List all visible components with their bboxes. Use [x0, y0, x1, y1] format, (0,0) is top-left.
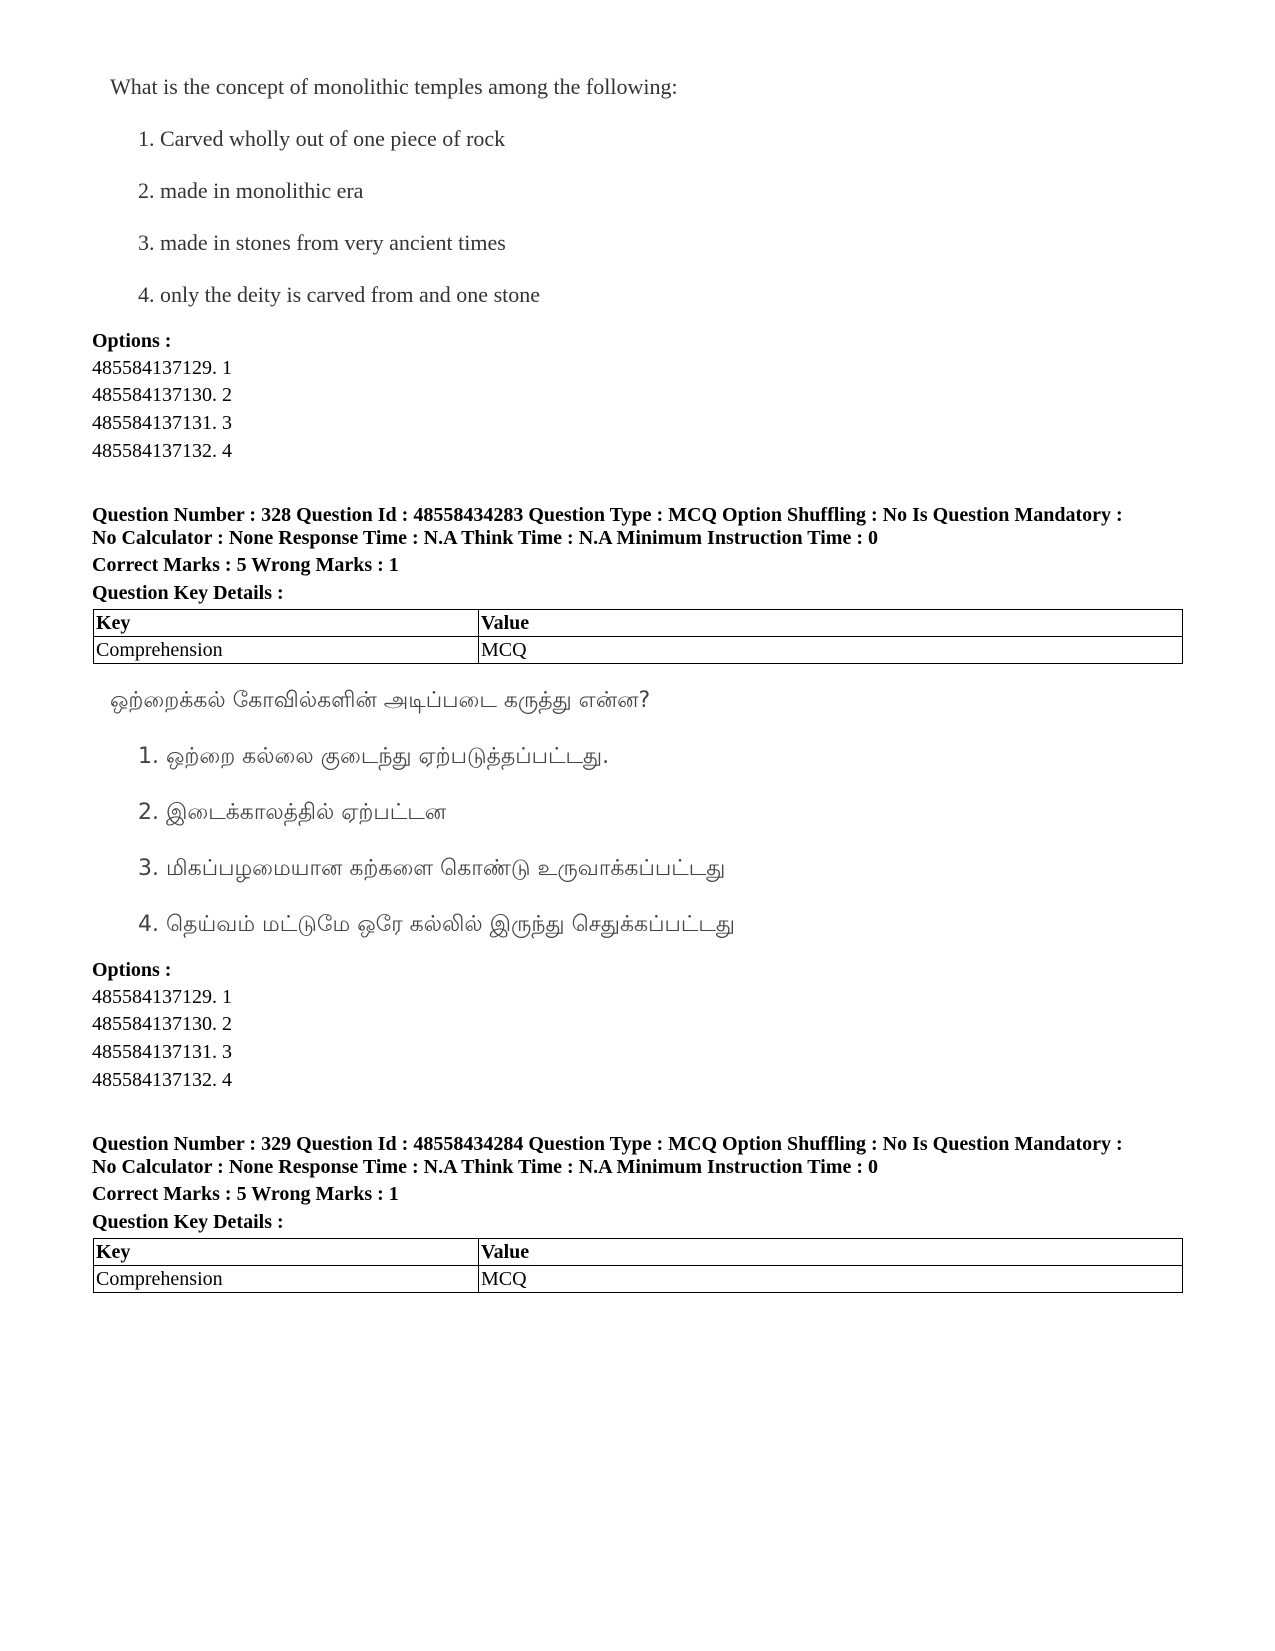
table-header-row	[94, 1239, 1183, 1266]
question-option-1: 1. ஒற்றை கல்லை குடைந்து ஏற்படுத்தப்பட்டது.	[138, 744, 610, 769]
table-cell-value: MCQ	[479, 637, 1183, 664]
option-id-3: 485584137131. 3	[92, 412, 232, 434]
question-key-table	[93, 1238, 1183, 1293]
table-header-key: Key	[94, 610, 479, 637]
question-marks: Correct Marks : 5 Wrong Marks : 1	[92, 1183, 399, 1205]
question-meta-line-1: Question Number : 328 Question Id : 48558434283 Question Type : MCQ Option Shuffling : No Is Question Mandatory :	[92, 504, 1123, 526]
table-header-key: Key	[94, 1239, 479, 1266]
question-option-4: 4. only the deity is carved from and one stone	[138, 282, 541, 307]
question-meta-line-2: No Calculator : None Response Time : N.A Think Time : N.A Minimum Instruction Time : 0	[92, 1156, 878, 1178]
question-stem-tamil: ஒற்றைக்கல் கோவில்களின் அடிப்படை கருத்து என்ன?	[110, 688, 651, 713]
table-header-row	[94, 610, 1183, 637]
option-id-4: 485584137132. 4	[92, 440, 232, 462]
option-id-2: 485584137130. 2	[92, 384, 232, 406]
question-meta-line-1: Question Number : 329 Question Id : 48558434284 Question Type : MCQ Option Shuffling : No Is Question Mandatory :	[92, 1133, 1123, 1155]
question-option-2: 2. made in monolithic era	[138, 178, 364, 203]
question-key-heading: Question Key Details :	[92, 582, 284, 604]
question-option-1: 1. Carved wholly out of one piece of rock	[138, 126, 506, 151]
option-id-4: 485584137132. 4	[92, 1069, 232, 1091]
question-key-table	[93, 609, 1183, 664]
options-heading: Options :	[92, 959, 172, 981]
options-heading: Options :	[92, 330, 172, 352]
question-meta-line-2: No Calculator : None Response Time : N.A Think Time : N.A Minimum Instruction Time : 0	[92, 527, 878, 549]
question-option-3: 3. made in stones from very ancient times	[138, 230, 506, 255]
table-header-value: Value	[479, 610, 1183, 637]
question-stem-english: What is the concept of monolithic temples among the following:	[110, 74, 678, 99]
option-id-2: 485584137130. 2	[92, 1013, 232, 1035]
question-option-4: 4. தெய்வம் மட்டுமே ஒரே கல்லில் இருந்து செதுக்கப்பட்டது	[138, 912, 735, 937]
table-row	[94, 1266, 1183, 1293]
table-cell-key: Comprehension	[94, 637, 479, 664]
question-marks: Correct Marks : 5 Wrong Marks : 1	[92, 554, 399, 576]
question-option-3: 3. மிகப்பழமையான கற்களை கொண்டு உருவாக்கப்பட்டது	[138, 856, 726, 881]
question-option-2: 2. இடைக்காலத்தில் ஏற்பட்டன	[138, 800, 447, 825]
table-header-value: Value	[479, 1239, 1183, 1266]
option-id-3: 485584137131. 3	[92, 1041, 232, 1063]
option-id-1: 485584137129. 1	[92, 986, 232, 1008]
table-row	[94, 637, 1183, 664]
table-cell-value: MCQ	[479, 1266, 1183, 1293]
option-id-1: 485584137129. 1	[92, 357, 232, 379]
question-key-heading: Question Key Details :	[92, 1211, 284, 1233]
table-cell-key: Comprehension	[94, 1266, 479, 1293]
